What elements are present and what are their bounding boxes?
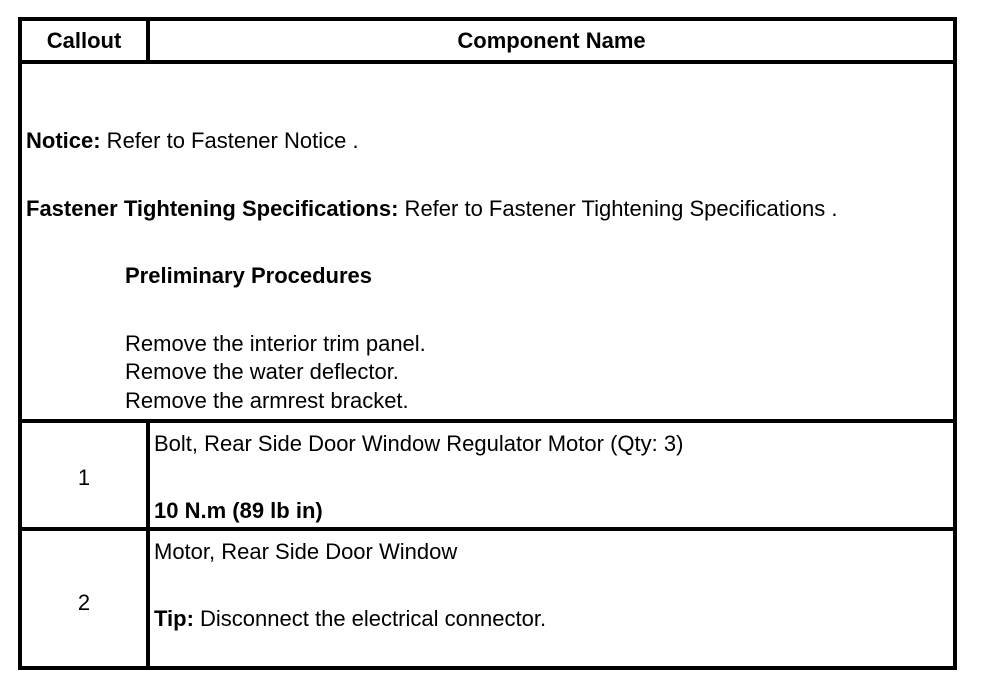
fastener-spec-label: Fastener Tightening Specifications: [26, 196, 399, 221]
procedure-step: Remove the armrest bracket. [125, 388, 409, 413]
row-divider [22, 527, 953, 531]
torque-spec: 10 N.m (89 lb in) [154, 498, 323, 523]
row-column-divider [146, 419, 150, 670]
procedure-step: Remove the water deflector. [125, 359, 399, 384]
callout-column-header: Callout [46, 28, 122, 53]
fastener-spec-text: Refer to Fastener Tightening Specifications . [398, 196, 838, 221]
notice-text: Refer to Fastener Notice . [100, 128, 359, 153]
intro-divider [22, 419, 953, 423]
component-table [18, 17, 957, 670]
callout-number: 2 [77, 590, 91, 615]
tip-line [154, 605, 546, 633]
preliminary-procedures-heading: Preliminary Procedures [125, 263, 373, 288]
component-name: Bolt, Rear Side Door Window Regulator Motor (Qty: 3) [154, 431, 684, 456]
notice-label: Notice: [26, 128, 101, 153]
header-divider [22, 60, 953, 64]
tip-label: Tip: [154, 606, 194, 631]
fastener-spec-line [26, 195, 837, 223]
tip-text: Disconnect the electrical connector. [193, 606, 547, 631]
callout-number: 1 [77, 465, 91, 490]
header-column-divider [146, 21, 150, 60]
component-name-column-header: Component Name [457, 28, 646, 53]
component-name: Motor, Rear Side Door Window [154, 539, 458, 564]
procedure-step: Remove the interior trim panel. [125, 331, 426, 356]
notice-line [26, 127, 359, 155]
